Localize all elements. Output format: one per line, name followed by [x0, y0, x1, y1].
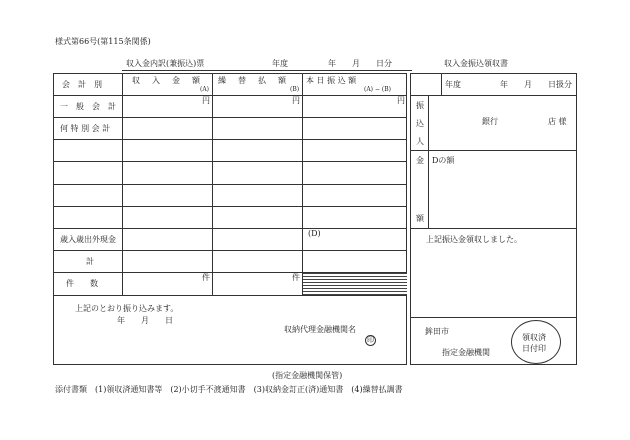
seal-mark: 印 — [367, 336, 374, 344]
receipt-stamp-circle — [511, 320, 561, 364]
column-today: 本 日 振 込 額 — [306, 76, 357, 85]
agent-bank-label: 収納代理金融機関名 — [284, 325, 356, 334]
title-left: 収入金内訳(兼振込)票 — [126, 59, 205, 68]
row-special: 何 特 別 会 計 — [60, 124, 111, 133]
d-amount-label: Dの額 — [432, 156, 455, 165]
year-label: 年度 — [272, 59, 288, 68]
row-external-cash: 歳入歳出外現金 — [60, 235, 116, 244]
column-income: 収 入 金 額 — [132, 76, 202, 85]
stamp-line-2: 日付印 — [522, 344, 546, 353]
right-date-label: 年 月 日扱分 — [500, 80, 572, 89]
unit-yen: 円 — [397, 96, 405, 105]
column-income-sub: (A) — [200, 86, 210, 93]
amount-label-2: 額 — [416, 214, 424, 223]
amount-label-1: 金 — [416, 156, 424, 165]
storage-note: (指定金融機関保管) — [272, 371, 343, 380]
column-transfer-sub: (B) — [290, 86, 300, 93]
unit-ken: 件 — [202, 273, 210, 282]
marker-d: (D) — [308, 229, 321, 238]
column-today-sub: (A) − (B) — [364, 86, 391, 93]
bank-label: 銀行 — [482, 117, 498, 126]
branch-label: 店 様 — [548, 117, 567, 126]
column-transfer: 繰 替 払 額 — [218, 76, 288, 85]
designated-bank-label: 指定金融機関 — [442, 348, 490, 357]
row-general: 一 般 会 計 — [60, 102, 116, 111]
attachments-note: 添付書類 (1)領収済通知書等 (2)小切手不渡通知書 (3)収納金訂正(済)通知書 (4)繰替払調書 — [55, 385, 403, 394]
footer-date: 年 月 日 — [117, 316, 173, 325]
received-note: 上記振込金領収しました。 — [426, 235, 522, 244]
unit-ken: 件 — [292, 273, 300, 282]
row-total: 計 — [86, 257, 94, 266]
date-label: 年 月 日分 — [328, 59, 392, 68]
transfer-note: 上記のとおり振り込みます。 — [75, 304, 179, 313]
payee-label-3: 人 — [416, 137, 424, 146]
title-right: 収入金振込領収書 — [444, 59, 508, 68]
column-account: 会 計 別 — [62, 80, 102, 89]
payee-label-2: 込 — [416, 119, 424, 128]
hatched-cell — [303, 273, 407, 295]
unit-yen: 円 — [292, 96, 300, 105]
unit-yen: 円 — [202, 96, 210, 105]
stamp-line-1: 領収済 — [522, 333, 546, 342]
row-count: 件 数 — [66, 279, 98, 288]
city-label: 鉾田市 — [425, 327, 449, 336]
payee-label-1: 振 — [416, 101, 424, 110]
form-number: 様式第66号(第115条関係) — [55, 37, 151, 46]
right-year-label: 年度 — [445, 80, 461, 89]
